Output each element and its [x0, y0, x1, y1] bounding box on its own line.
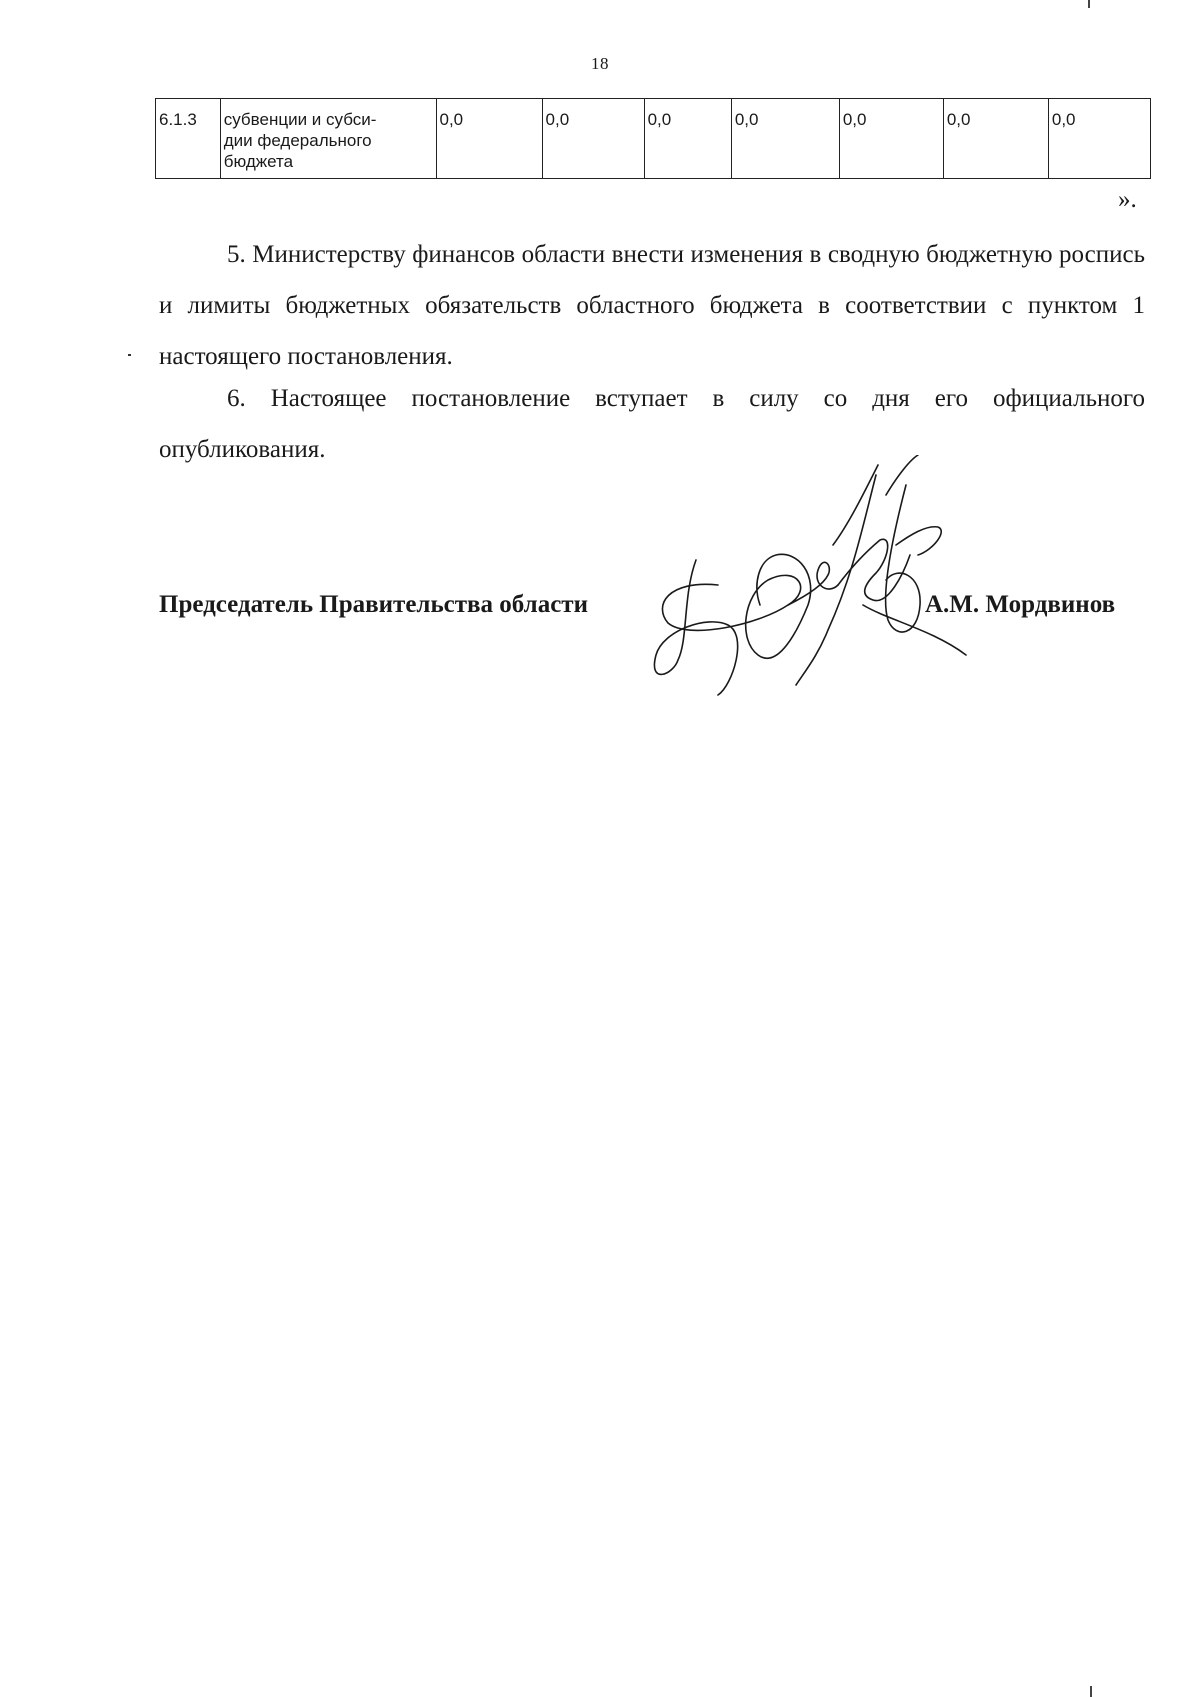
- page-number: 18: [591, 54, 609, 73]
- table-row: [156, 99, 1151, 179]
- value-cell: 0,0: [839, 99, 943, 179]
- budget-table: [155, 98, 1151, 179]
- value-cell: 0,0: [943, 99, 1048, 179]
- value-cell: 0,0: [731, 99, 839, 179]
- scan-edge-mark: [1090, 1686, 1092, 1697]
- row-code: 6.1.3: [156, 99, 221, 179]
- paragraph-5: 5. Министерству финансов области внести изменения в сводную бюджетную роспись и лимиты бюджетных обязательств областного бюджета в соответствии с пунктом 1 настоящего постановления.: [159, 241, 1145, 370]
- row-name: [220, 99, 436, 179]
- value-cell: 0,0: [436, 99, 542, 179]
- value-cell: 0,0: [644, 99, 731, 179]
- signatory-name: А.М. Мордвинов: [925, 591, 1116, 618]
- signatory-title: Председатель Правительства области: [159, 591, 588, 618]
- value-cell: 0,0: [1048, 99, 1150, 179]
- scan-edge-mark: [1088, 0, 1090, 8]
- margin-mark: [128, 354, 131, 356]
- closing-quote: ».: [1118, 186, 1137, 213]
- row-name-text: субвенции и субси- дии федерального бюджета: [223, 110, 377, 171]
- value-cell: 0,0: [542, 99, 644, 179]
- paragraph-6: 6. Настоящее постановление вступает в силу со дня его официального опубликования.: [159, 385, 1145, 463]
- handwritten-signature: [648, 455, 968, 705]
